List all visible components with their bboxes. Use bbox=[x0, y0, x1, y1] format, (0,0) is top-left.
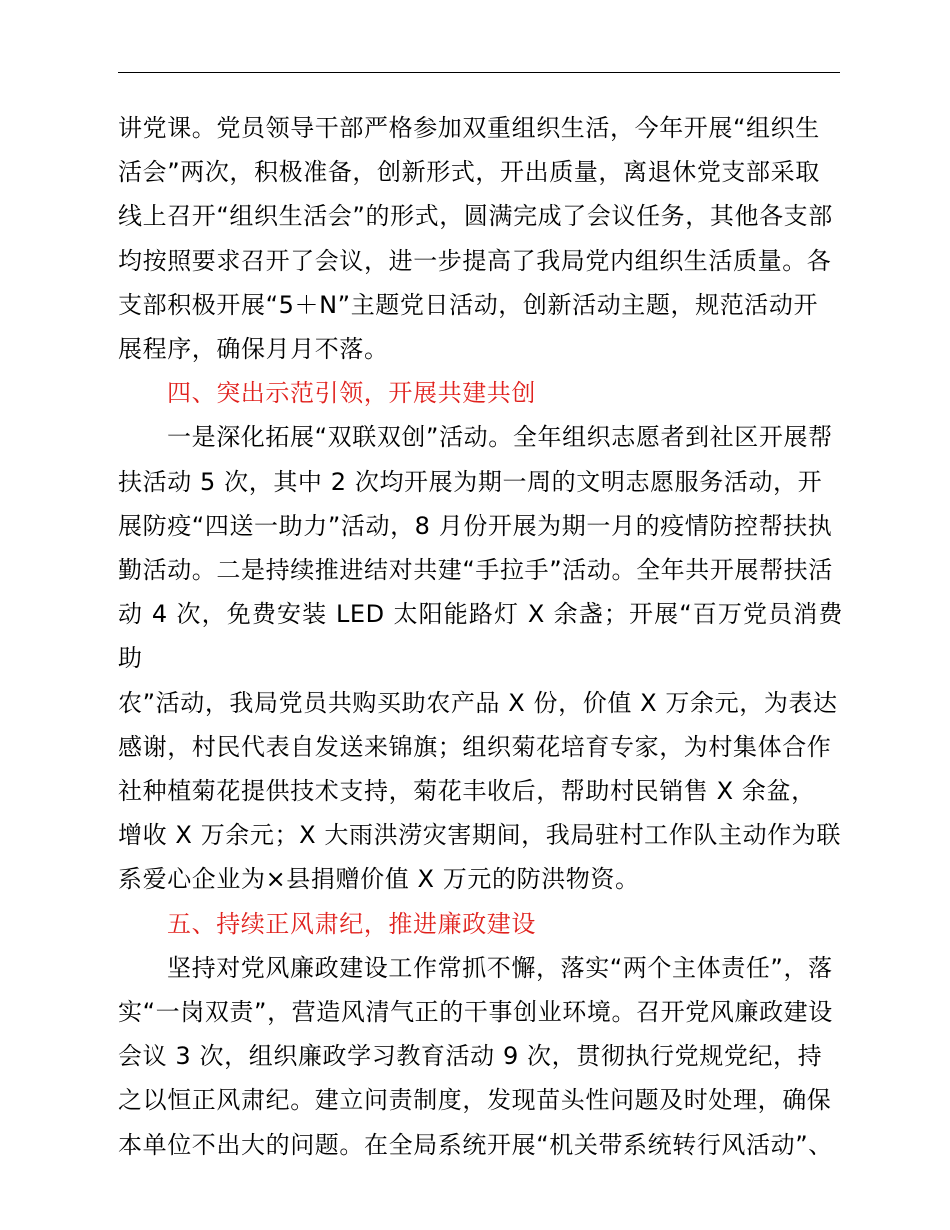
text-line: 实“一岗双责”，营造风清气正的干事创业环境。召开党风廉政建设 bbox=[118, 998, 833, 1027]
document-body bbox=[118, 106, 843, 1167]
text-line: 坚持对党风廉政建设工作常抓不懈，落实“两个主体责任”，落 bbox=[167, 953, 833, 982]
section-heading-4: 四、突出示范引领，开展共建共创 bbox=[167, 379, 536, 408]
text-line: 感谢，村民代表自发送来锦旗；组织菊花培育专家，为村集体合作 bbox=[118, 732, 832, 761]
text-line: 增收 X 万余元；X 大雨洪涝灾害期间，我局驻村工作队主动作为联 bbox=[118, 821, 841, 850]
text-line: 活会”两次，积极准备，创新形式，开出质量，离退休党支部采取 bbox=[118, 158, 820, 187]
text-line: 本单位不出大的问题。在全局系统开展“机关带系统转行风活动”、 bbox=[118, 1130, 833, 1159]
text-line: 支部积极开展“5＋N”主题党日活动，创新活动主题，规范活动开 bbox=[118, 290, 819, 319]
paragraph-2 bbox=[118, 415, 843, 901]
section-heading-5: 五、持续正风肃纪，推进廉政建设 bbox=[167, 909, 536, 938]
header-rule bbox=[118, 72, 840, 73]
text-line: 扶活动 5 次，其中 2 次均开展为期一周的文明志愿服务活动，开 bbox=[118, 467, 823, 496]
text-line: 勤活动。二是持续推进结对共建“手拉手”活动。全年共开展帮扶活 bbox=[118, 556, 833, 585]
paragraph-1 bbox=[118, 106, 843, 371]
text-line: 均按照要求召开了会议，进一步提高了我局党内组织生活质量。各 bbox=[118, 246, 832, 275]
text-line: 动 4 次，免费安装 LED 太阳能路灯 X 余盏；开展“百万党员消费助 bbox=[118, 600, 843, 673]
text-line: 一是深化拓展“双联双创”活动。全年组织志愿者到社区开展帮 bbox=[167, 423, 833, 452]
text-line: 会议 3 次，组织廉政学习教育活动 9 次，贯彻执行党规党纪，持 bbox=[118, 1042, 823, 1071]
text-line: 系爱心企业为×县捐赠价值 X 万元的防洪物资。 bbox=[118, 865, 640, 894]
text-line: 讲党课。党员领导干部严格参加双重组织生活，今年开展“组织生 bbox=[118, 114, 820, 142]
text-line: 农”活动，我局党员共购买助农产品 X 份，价值 X 万余元，为表达 bbox=[118, 688, 838, 717]
text-line: 展防疫“四送一助力”活动，8 月份开展为期一月的疫情防控帮扶执 bbox=[118, 511, 833, 540]
paragraph-3 bbox=[118, 946, 843, 1167]
text-line: 展程序，确保月月不落。 bbox=[118, 335, 389, 364]
text-line: 线上召开“组织生活会”的形式，圆满完成了会议任务，其他各支部 bbox=[118, 202, 833, 231]
text-line: 之以恒正风肃纪。建立问责制度，发现苗头性问题及时处理，确保 bbox=[118, 1086, 832, 1115]
text-line: 社种植菊花提供技术支持，菊花丰收后，帮助村民销售 X 余盆， bbox=[118, 777, 816, 806]
